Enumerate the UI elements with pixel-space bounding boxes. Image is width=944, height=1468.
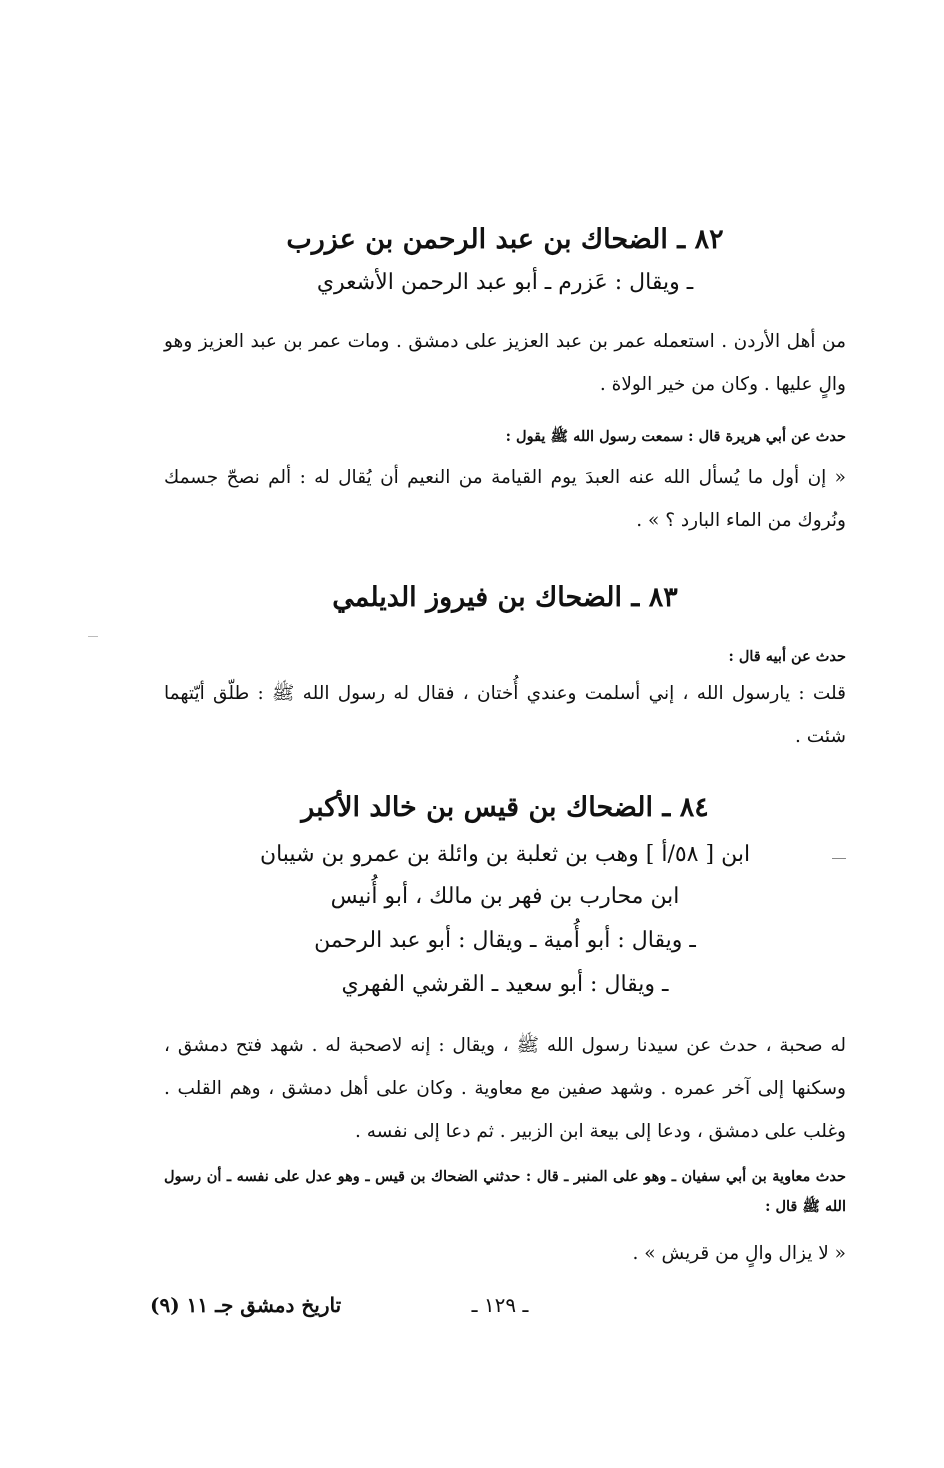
entry-84-body: له صحبة ، حدث عن سيدنا رسول الله ﷺ ، ويقال : إنه لاصحبة له . شهد فتح دمشق ، وسكنها إلى آخر عمره . وشهد صفين مع معاوية . وكان على أهل دمشق ، وهم القلب . وغلب على دمشق ، ودعا إلى بيعة ابن الزبير . ثم دعا إلى نفسه . <box>164 1035 846 1142</box>
margin-mark <box>832 858 846 859</box>
entry-82-heading: ٨٢ ـ الضحاك بن عبد الرحمن بن عزرب <box>286 224 724 255</box>
entry-83-isnad: حدث عن أبيه قال : <box>728 648 846 665</box>
entry-84-hadith: « لا يزال والٍ من قريش » . <box>632 1243 846 1264</box>
entry-83-heading: ٨٣ ـ الضحاك بن فيروز الديلمي <box>332 582 678 613</box>
entry-84-lineage-2: ابن محارب بن فهر بن مالك ، أبو أُنيس <box>330 884 680 909</box>
scan-mark <box>88 636 98 637</box>
entry-82-body: من أهل الأردن . استعمله عمر بن عبد العزيز على دمشق . ومات عمر بن عبد العزيز وهو والٍ عليها . وكان من خير الولاة . <box>164 331 846 395</box>
entry-82-isnad: حدث عن أبي هريرة قال : سمعت رسول الله ﷺ يقول : <box>505 428 846 445</box>
entry-83-body: قلت : يارسول الله ، إني أسلمت وعندي أُختان ، فقال له رسول الله ﷺ : طلّق أيّتهما شئت . <box>164 683 846 747</box>
book-title-footer: تاريخ دمشق جـ ١١ (٩) <box>150 1293 342 1317</box>
entry-84-heading: ٨٤ ـ الضحاك بن قيس بن خالد الأكبر <box>301 792 709 823</box>
entry-84-lineage-3: ـ ويقال : أبو أُمية ـ ويقال : أبو عبد الرحمن <box>314 928 696 953</box>
entry-82-subtitle: ـ ويقال : عَزرم ـ أبو عبد الرحمن الأشعري <box>316 270 694 295</box>
entry-84-lineage-1: ابن [ ٥٨/أ ] وهب بن ثعلبة بن وائلة بن عمرو بن شيبان <box>259 842 751 867</box>
entry-84-isnad: حدث معاوية بن أبي سفيان ـ وهو على المنبر ـ قال : حدثني الضحاك بن قيس ـ وهو عدل على نفسه ـ أن رسول الله ﷺ قال : <box>164 1168 846 1215</box>
entry-82-hadith: « إن أول ما يُسأل الله عنه العبدَ يوم القيامة من النعيم أن يُقال له : ألم نصحّ جسمك ونُروك من الماء البارد ؟ » . <box>164 467 846 531</box>
page-number: ـ ١٢٩ ـ <box>471 1293 529 1317</box>
entry-84-lineage-4: ـ ويقال : أبو سعيد ـ القرشي الفهري <box>341 972 669 997</box>
